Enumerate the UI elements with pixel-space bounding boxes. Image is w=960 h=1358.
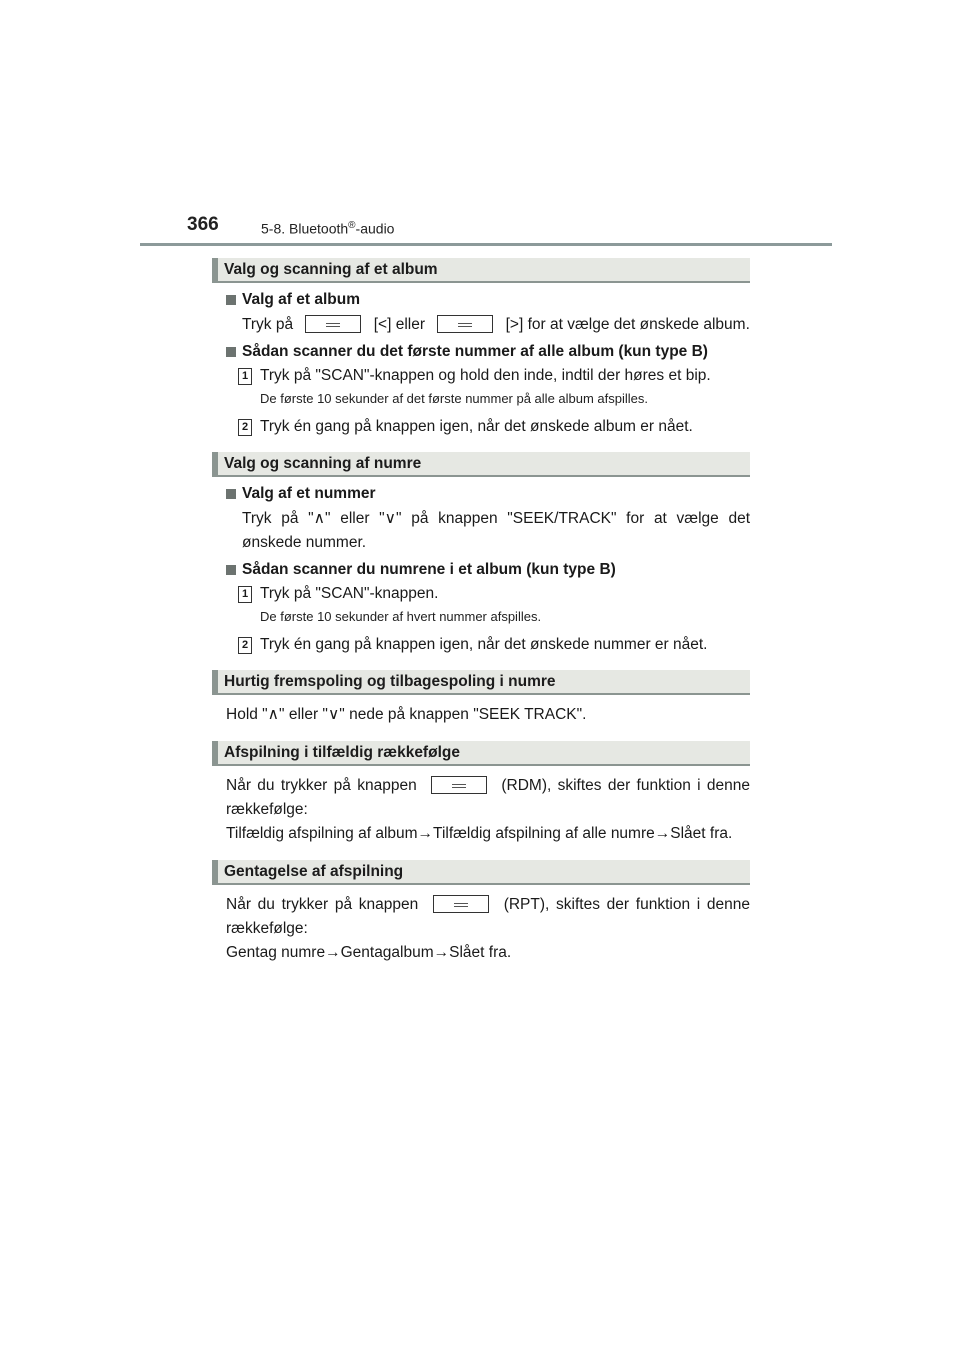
step-1 [212, 365, 750, 387]
next-button-icon [437, 315, 493, 333]
subheading-text: Sådan scanner du numrene i et album (kun type B) [242, 561, 616, 578]
page-content [212, 258, 750, 971]
step-text: Tryk én gang på knappen igen, når det ønskede album er nået. [260, 418, 693, 435]
text-fragment: [<] eller [373, 316, 425, 333]
subheading-select-track [212, 485, 750, 503]
subheading-scan-tracks [212, 561, 750, 579]
step-number: 2 [238, 419, 252, 436]
square-bullet-icon [226, 565, 236, 575]
section-breadcrumb [261, 220, 394, 237]
paragraph-random [212, 774, 750, 846]
paragraph-select-album [212, 313, 750, 337]
subheading-text: Sådan scanner du det første nummer af alle album (kun type B) [242, 343, 708, 360]
registered-mark: ® [348, 220, 356, 231]
subheading-text: Valg af et album [242, 291, 361, 308]
step-note: De første 10 sekunder af hvert nummer afspilles. [260, 609, 542, 624]
section-suffix: -audio [355, 220, 395, 237]
step-2 [212, 634, 750, 656]
section-heading-random: Afspilning i tilfældig rækkefølge [212, 741, 750, 766]
step-text: Tryk én gang på knappen igen, når det ønskede nummer er nået. [260, 636, 708, 653]
page-header [187, 214, 837, 254]
section-heading-tracks: Valg og scanning af numre [212, 452, 750, 477]
step-text: Tryk på "SCAN"-knappen. [260, 585, 439, 602]
rpt-button-icon [433, 895, 489, 913]
text-fragment: [>] for at vælge det ønskede album. [505, 316, 750, 333]
section-heading-repeat: Gentagelse af afspilning [212, 860, 750, 885]
text-fragment: Tryk på [242, 316, 294, 333]
page-number: 366 [187, 214, 219, 235]
subheading-select-album [212, 291, 750, 309]
text-fragment: Når du trykker på knappen [226, 777, 417, 794]
subheading-text: Valg af et nummer [242, 485, 376, 502]
text-fragment: (RPT), skiftes der funktion i denne rækkefølge: [226, 896, 751, 937]
text-fragment: (RDM), skiftes der funktion i denne rækkefølge: [226, 777, 751, 818]
subheading-scan-albums [212, 343, 750, 361]
step-1 [212, 583, 750, 605]
square-bullet-icon [226, 347, 236, 357]
prev-button-icon [305, 315, 361, 333]
text-fragment: Gentag numre→Gentagalbum→Slået fra. [226, 944, 512, 961]
square-bullet-icon [226, 295, 236, 305]
paragraph-select-track: Tryk på "∧" eller "∨" på knappen "SEEK/TRACK" for at vælge det ønskede nummer. [242, 510, 750, 551]
section-heading-album: Valg og scanning af et album [212, 258, 750, 283]
header-divider [140, 243, 832, 246]
square-bullet-icon [226, 489, 236, 499]
step-number: 1 [238, 586, 252, 603]
paragraph-fast-forward: Hold "∧" eller "∨" nede på knappen "SEEK TRACK". [226, 706, 587, 723]
step-number: 2 [238, 637, 252, 654]
section-title: 5-8. Bluetooth [261, 220, 349, 237]
step-2 [212, 416, 750, 438]
paragraph-repeat [212, 893, 750, 965]
step-text: Tryk på "SCAN"-knappen og hold den inde, indtil der høres et bip. [260, 367, 711, 384]
section-heading-fast-forward: Hurtig fremspoling og tilbagespoling i numre [212, 670, 750, 695]
text-fragment: Tilfældig afspilning af album→Tilfældig afspilning af alle numre→Slået fra. [226, 825, 733, 842]
step-number: 1 [238, 368, 252, 385]
rdm-button-icon [431, 776, 487, 794]
text-fragment: Når du trykker på knappen [226, 896, 419, 913]
step-note: De første 10 sekunder af det første nummer på alle album afspilles. [260, 391, 649, 406]
